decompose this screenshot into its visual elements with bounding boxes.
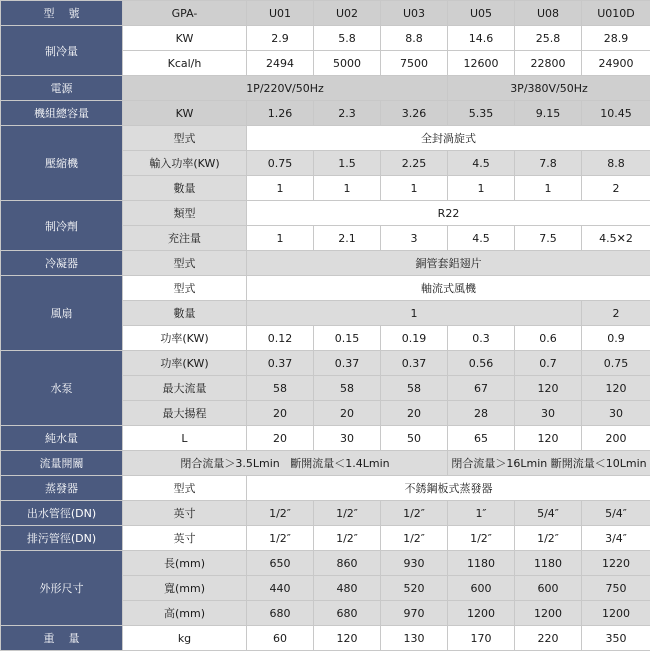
fan-type-value: 軸流式風機 xyxy=(247,276,650,301)
drain-pipe-row xyxy=(1,526,650,551)
table-cell: 28 xyxy=(448,401,515,426)
flow-switch-left-open: 斷開流量＜1.4Lmin xyxy=(290,457,390,470)
table-cell: 1/2″ xyxy=(314,526,381,551)
table-cell: 4.5✕2 xyxy=(582,226,650,251)
flow-switch-right xyxy=(448,451,650,476)
model-u01: U01 xyxy=(247,1,314,26)
refrigerant-charge-label: 充注量 xyxy=(123,226,247,251)
table-cell: 50 xyxy=(381,426,448,451)
refrigerant-label: 制冷劑 xyxy=(1,201,123,251)
table-cell: 1 xyxy=(515,176,582,201)
table-cell: 1/2″ xyxy=(515,526,582,551)
table-cell: 30 xyxy=(314,426,381,451)
table-cell: 930 xyxy=(381,551,448,576)
total-capacity-label: 機組總容量 xyxy=(1,101,123,126)
table-cell: 120 xyxy=(515,426,582,451)
total-capacity-row xyxy=(1,101,650,126)
evaporator-label: 蒸發器 xyxy=(1,476,123,501)
model-u03: U03 xyxy=(381,1,448,26)
table-cell: 58 xyxy=(381,376,448,401)
condenser-type-value: 銅管套鋁翅片 xyxy=(247,251,650,276)
table-cell: 7.5 xyxy=(515,226,582,251)
compressor-label: 壓縮機 xyxy=(1,126,123,201)
model-u02: U02 xyxy=(314,1,381,26)
weight-unit: kg xyxy=(123,626,247,651)
table-cell: 1.5 xyxy=(314,151,381,176)
dimensions-label: 外形尺寸 xyxy=(1,551,123,626)
cooling-kcal-unit: Kcal/h xyxy=(123,51,247,76)
table-cell: 120 xyxy=(515,376,582,401)
table-cell: 2 xyxy=(582,176,650,201)
fan-type-label: 型式 xyxy=(123,276,247,301)
pump-label: 水泵 xyxy=(1,351,123,426)
table-cell: 3 xyxy=(381,226,448,251)
outlet-pipe-row xyxy=(1,501,650,526)
table-cell: 4.5 xyxy=(448,226,515,251)
table-cell: 600 xyxy=(448,576,515,601)
compressor-type-row xyxy=(1,126,650,151)
table-cell: 1220 xyxy=(582,551,650,576)
table-cell: 0.6 xyxy=(515,326,582,351)
pump-power-label: 功率(KW) xyxy=(123,351,247,376)
fan-qty-label: 數量 xyxy=(123,301,247,326)
weight-label: 重 量 xyxy=(1,626,123,651)
table-cell: 5.35 xyxy=(448,101,515,126)
table-cell: 750 xyxy=(582,576,650,601)
model-heading: 型 號 xyxy=(1,1,123,26)
table-cell: 440 xyxy=(247,576,314,601)
table-cell: 0.15 xyxy=(314,326,381,351)
table-cell: 9.15 xyxy=(515,101,582,126)
table-cell: 3/4″ xyxy=(582,526,650,551)
table-cell: 0.7 xyxy=(515,351,582,376)
condenser-type-label: 型式 xyxy=(123,251,247,276)
table-cell: 58 xyxy=(247,376,314,401)
fan-qty-common: 1 xyxy=(247,301,582,326)
model-u010d: U010D xyxy=(582,1,650,26)
table-cell: 5000 xyxy=(314,51,381,76)
table-cell: 480 xyxy=(314,576,381,601)
drain-pipe-label: 排污管徑(DN) xyxy=(1,526,123,551)
table-cell: 220 xyxy=(515,626,582,651)
refrigerant-kind-row xyxy=(1,201,650,226)
flow-switch-left-close: 閉合流量＞3.5Lmin xyxy=(180,457,280,470)
compressor-input-label: 輸入功率(KW) xyxy=(123,151,247,176)
table-cell: 1 xyxy=(247,226,314,251)
table-cell: 1.26 xyxy=(247,101,314,126)
table-cell: 1/2″ xyxy=(247,501,314,526)
fan-qty-last: 2 xyxy=(582,301,650,326)
table-cell: 2.1 xyxy=(314,226,381,251)
compressor-type-value: 全封渦旋式 xyxy=(247,126,650,151)
table-cell: 24900 xyxy=(582,51,650,76)
dimension-length-row xyxy=(1,551,650,576)
table-cell: 1 xyxy=(448,176,515,201)
dimension-height-label: 高(mm) xyxy=(123,601,247,626)
table-cell: 7500 xyxy=(381,51,448,76)
table-cell: 2.25 xyxy=(381,151,448,176)
outlet-pipe-unit: 英寸 xyxy=(123,501,247,526)
table-cell: 1200 xyxy=(515,601,582,626)
table-cell: 0.19 xyxy=(381,326,448,351)
evaporator-row xyxy=(1,476,650,501)
dimension-length-label: 長(mm) xyxy=(123,551,247,576)
pump-power-row xyxy=(1,351,650,376)
table-cell: 970 xyxy=(381,601,448,626)
cooling-kw-unit: KW xyxy=(123,26,247,51)
pump-flow-label: 最大流量 xyxy=(123,376,247,401)
table-cell: 67 xyxy=(448,376,515,401)
table-cell: 5/4″ xyxy=(582,501,650,526)
table-cell: 600 xyxy=(515,576,582,601)
table-cell: 170 xyxy=(448,626,515,651)
table-cell: 14.6 xyxy=(448,26,515,51)
table-cell: 22800 xyxy=(515,51,582,76)
power-row xyxy=(1,76,650,101)
weight-row xyxy=(1,626,650,651)
table-cell: 0.56 xyxy=(448,351,515,376)
table-cell: 60 xyxy=(247,626,314,651)
fan-type-row xyxy=(1,276,650,301)
table-cell: 20 xyxy=(314,401,381,426)
refrigerant-kind-value: R22 xyxy=(247,201,650,226)
table-cell: 8.8 xyxy=(381,26,448,51)
table-cell: 10.45 xyxy=(582,101,650,126)
flow-switch-left xyxy=(123,451,448,476)
table-cell: 65 xyxy=(448,426,515,451)
table-cell: 12600 xyxy=(448,51,515,76)
model-u08: U08 xyxy=(515,1,582,26)
fan-power-label: 功率(KW) xyxy=(123,326,247,351)
cooling-kw-row xyxy=(1,26,650,51)
fan-label: 風扇 xyxy=(1,276,123,351)
table-cell: 860 xyxy=(314,551,381,576)
pure-water-unit: L xyxy=(123,426,247,451)
table-cell: 680 xyxy=(314,601,381,626)
total-capacity-unit: KW xyxy=(123,101,247,126)
table-cell: 520 xyxy=(381,576,448,601)
table-cell: 5/4″ xyxy=(515,501,582,526)
table-cell: 1200 xyxy=(582,601,650,626)
table-cell: 0.75 xyxy=(247,151,314,176)
drain-pipe-unit: 英寸 xyxy=(123,526,247,551)
power-single-phase: 1P/220V/50Hz xyxy=(123,76,448,101)
flow-switch-row xyxy=(1,451,650,476)
table-cell: 1/2″ xyxy=(381,501,448,526)
table-cell: 8.8 xyxy=(582,151,650,176)
table-cell: 2.3 xyxy=(314,101,381,126)
table-cell: 1/2″ xyxy=(381,526,448,551)
table-cell: 20 xyxy=(247,401,314,426)
table-cell: 1/2″ xyxy=(247,526,314,551)
table-cell: 0.37 xyxy=(381,351,448,376)
table-cell: 1 xyxy=(381,176,448,201)
outlet-pipe-label: 出水管徑(DN) xyxy=(1,501,123,526)
table-cell: 200 xyxy=(582,426,650,451)
flow-switch-right-close: 閉合流量＞16Lmin xyxy=(451,457,548,470)
table-cell: 0.75 xyxy=(582,351,650,376)
table-cell: 1200 xyxy=(448,601,515,626)
cooling-label: 制冷量 xyxy=(1,26,123,76)
table-cell: 350 xyxy=(582,626,650,651)
table-cell: 1180 xyxy=(515,551,582,576)
table-cell: 3.26 xyxy=(381,101,448,126)
table-cell: 1180 xyxy=(448,551,515,576)
table-cell: 120 xyxy=(314,626,381,651)
compressor-qty-label: 數量 xyxy=(123,176,247,201)
table-cell: 1/2″ xyxy=(448,526,515,551)
table-cell: 7.8 xyxy=(515,151,582,176)
header-row xyxy=(1,1,650,26)
table-cell: 1 xyxy=(247,176,314,201)
table-cell: 2.9 xyxy=(247,26,314,51)
table-cell: 0.37 xyxy=(247,351,314,376)
table-cell: 28.9 xyxy=(582,26,650,51)
table-cell: 30 xyxy=(515,401,582,426)
table-cell: 0.9 xyxy=(582,326,650,351)
refrigerant-kind-label: 類型 xyxy=(123,201,247,226)
pump-head-label: 最大揚程 xyxy=(123,401,247,426)
table-cell: 20 xyxy=(247,426,314,451)
table-cell: 0.3 xyxy=(448,326,515,351)
table-cell: 25.8 xyxy=(515,26,582,51)
pure-water-label: 純水量 xyxy=(1,426,123,451)
power-label: 電源 xyxy=(1,76,123,101)
condenser-label: 冷凝器 xyxy=(1,251,123,276)
table-cell: 1/2″ xyxy=(314,501,381,526)
table-cell: 1″ xyxy=(448,501,515,526)
pure-water-row xyxy=(1,426,650,451)
dimension-width-label: 寬(mm) xyxy=(123,576,247,601)
table-cell: 130 xyxy=(381,626,448,651)
table-cell: 1 xyxy=(314,176,381,201)
table-cell: 2494 xyxy=(247,51,314,76)
table-cell: 680 xyxy=(247,601,314,626)
table-cell: 650 xyxy=(247,551,314,576)
table-cell: 5.8 xyxy=(314,26,381,51)
power-three-phase: 3P/380V/50Hz xyxy=(448,76,650,101)
model-prefix: GPA- xyxy=(123,1,247,26)
evaporator-type-value: 不銹鋼板式蒸發器 xyxy=(247,476,650,501)
table-cell: 120 xyxy=(582,376,650,401)
model-u05: U05 xyxy=(448,1,515,26)
table-cell: 58 xyxy=(314,376,381,401)
table-cell: 20 xyxy=(381,401,448,426)
condenser-row xyxy=(1,251,650,276)
flow-switch-right-open: 斷開流量＜10Lmin xyxy=(550,457,647,470)
flow-switch-label: 流量開關 xyxy=(1,451,123,476)
evaporator-type-label: 型式 xyxy=(123,476,247,501)
table-cell: 0.37 xyxy=(314,351,381,376)
table-cell: 4.5 xyxy=(448,151,515,176)
table-cell: 30 xyxy=(582,401,650,426)
compressor-type-label: 型式 xyxy=(123,126,247,151)
table-cell: 0.12 xyxy=(247,326,314,351)
